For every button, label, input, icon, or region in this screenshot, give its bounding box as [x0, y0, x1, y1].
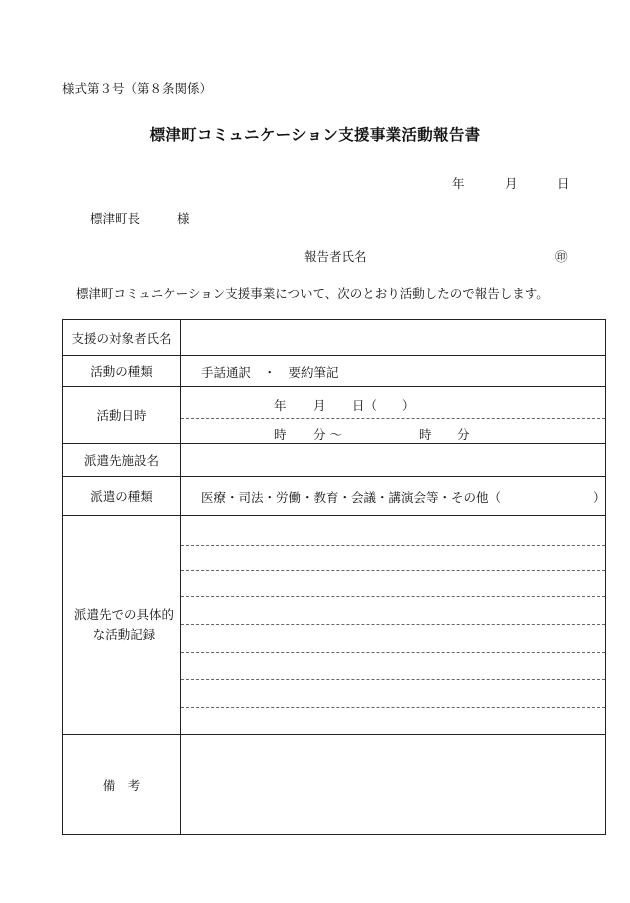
end-hour-label: 時 [419, 427, 432, 442]
dispatch-type-options: 医療・司法・労働・教育・会議・講演会等・その他（ [201, 490, 502, 505]
record-line [181, 624, 605, 625]
record-line [181, 596, 605, 597]
remarks-label: 備 考 [102, 778, 141, 793]
end-minute-label: 分 [457, 427, 470, 442]
document-title: 標津町コミュニケーション支援事業活動報告書 [149, 125, 481, 144]
record-line [181, 679, 605, 680]
form-number: 様式第３号（第８条関係） [62, 81, 213, 96]
column-divider [180, 320, 181, 834]
activity-datetime-label: 活動日時 [96, 408, 147, 423]
activity-record-label: 派遣先での具体的な活動記録 [73, 607, 174, 642]
date-year-label: 年 [452, 176, 465, 191]
activity-type-options: 手話通訳 ・ 要約筆記 [201, 365, 339, 380]
facility-label: 派遣先施設名 [83, 453, 159, 468]
record-line [181, 570, 605, 571]
row-dashed-divider [181, 418, 605, 419]
report-form-table [62, 319, 606, 835]
activity-date-day: 日（ ） [352, 398, 415, 413]
dispatch-type-close-paren: ） [593, 490, 606, 505]
activity-type-label: 活動の種類 [90, 364, 153, 379]
date-day-label: 日 [557, 176, 570, 191]
start-hour-label: 時 [274, 427, 287, 442]
record-line [181, 652, 605, 653]
record-line [181, 707, 605, 708]
start-minute-label: 分 〜 [313, 427, 342, 442]
addressee: 標津町長 [90, 211, 141, 226]
addressee-honorific: 様 [177, 211, 190, 226]
record-line [181, 545, 605, 546]
date-month-label: 月 [505, 176, 518, 191]
activity-date-month: 月 [313, 398, 326, 413]
activity-date-year: 年 [274, 398, 287, 413]
intro-text: 標津町コミュニケーション支援事業について、次のとおり活動したので報告します。 [76, 286, 549, 301]
target-name-label: 支援の対象者氏名 [71, 330, 172, 346]
seal-mark: ㊞ [555, 249, 568, 264]
reporter-name-label: 報告者氏名 [304, 249, 367, 264]
dispatch-type-label: 派遣の種類 [90, 489, 153, 504]
